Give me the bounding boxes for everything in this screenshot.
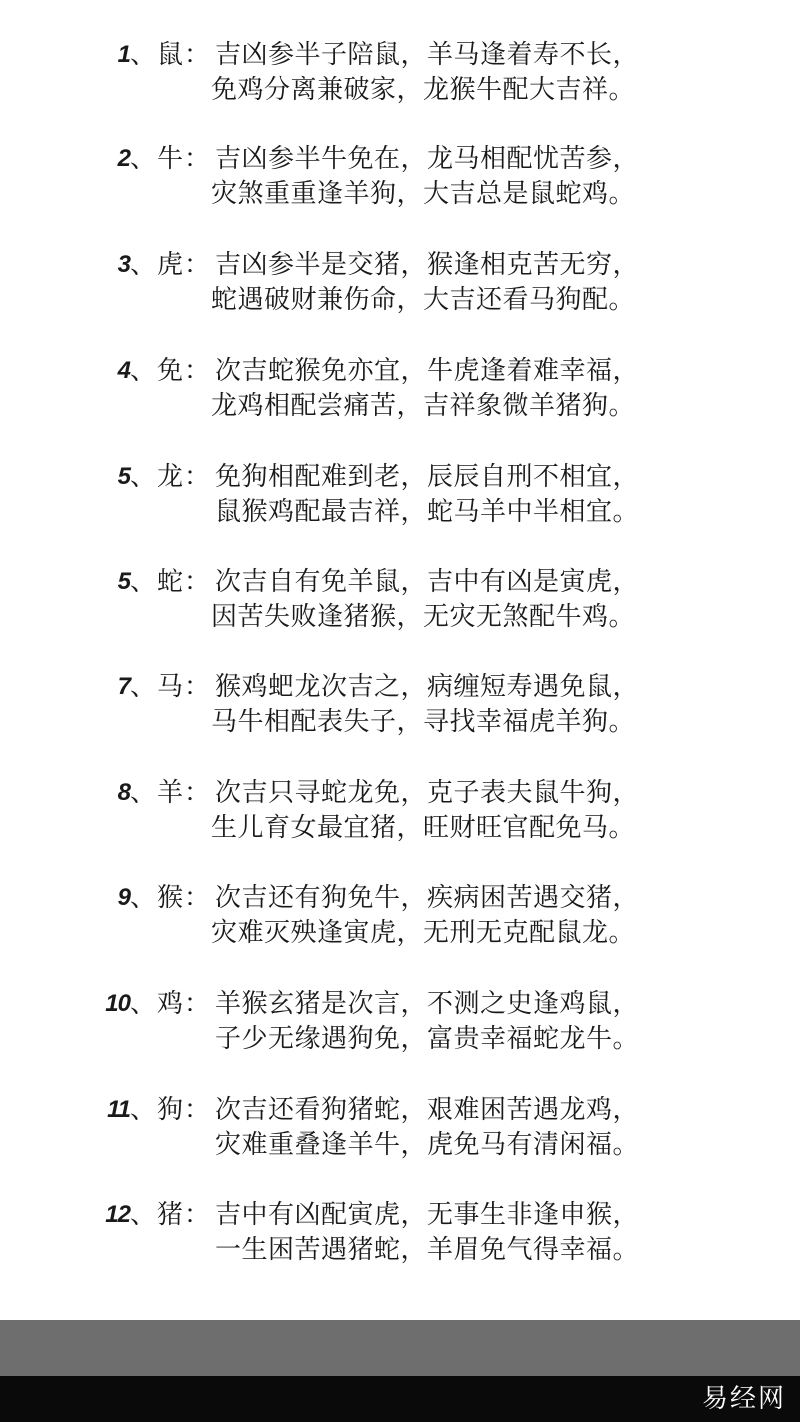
- entry-8: [0, 771, 800, 851]
- verse-line-2: 蛇遇破财兼伤命，大吉还看马狗配。: [211, 285, 636, 315]
- entry-number: 5: [117, 568, 130, 595]
- entry-separator: 、: [130, 144, 157, 174]
- entry-colon: ：: [184, 250, 211, 280]
- zodiac-animal: 虎: [157, 250, 184, 280]
- verse-line-2: 灾煞重重逢羊狗，大吉总是鼠蛇鸡。: [211, 179, 636, 209]
- entry-number: 1: [117, 41, 130, 68]
- verse-line-1: 吉凶参半牛免在，龙马相配忧苦参，: [215, 144, 640, 174]
- entry-11: [0, 1088, 800, 1168]
- zodiac-animal: 鼠: [157, 40, 184, 70]
- entry-colon: ：: [184, 144, 211, 174]
- zodiac-animal: 龙: [157, 462, 184, 492]
- entry-separator: 、: [130, 883, 157, 913]
- entry-number: 11: [107, 1096, 130, 1123]
- verse-line-2: 灾难灭殃逢寅虎，无刑无克配鼠龙。: [211, 918, 636, 948]
- zodiac-animal: 蛇: [157, 567, 184, 597]
- verse-line-1: 免狗相配难到老，辰辰自刑不相宜，: [215, 462, 640, 492]
- entry-separator: 、: [130, 778, 157, 808]
- entry-number: 10: [105, 990, 130, 1017]
- verse-line-2: 因苦失败逢猪猴，无灾无煞配牛鸡。: [211, 602, 636, 632]
- verse-line-1: 吉中有凶配寅虎，无事生非逢申猴，: [215, 1200, 640, 1230]
- entry-12: [0, 1193, 800, 1273]
- entry-separator: 、: [130, 356, 157, 386]
- verse-line-2: 一生困苦遇猪蛇，羊眉免气得幸福。: [215, 1235, 640, 1265]
- verse-line-2: 免鸡分离兼破家，龙猴牛配大吉祥。: [211, 75, 636, 105]
- zodiac-animal: 猴: [157, 883, 184, 913]
- entry-7: [0, 665, 800, 745]
- entry-4: [0, 349, 800, 429]
- entry-5: [0, 455, 800, 535]
- entry-colon: ：: [184, 356, 211, 386]
- entry-colon: ：: [184, 778, 211, 808]
- zodiac-animal: 马: [157, 672, 184, 702]
- verse-line-1: 次吉只寻蛇龙免，克子表夫鼠牛狗，: [215, 778, 640, 808]
- entry-colon: ：: [184, 1200, 211, 1230]
- zodiac-animal: 免: [157, 356, 184, 386]
- entry-colon: ：: [184, 672, 211, 702]
- entry-1: [0, 33, 800, 113]
- entry-separator: 、: [130, 672, 157, 702]
- verse-line-2: 马牛相配表失子，寻找幸福虎羊狗。: [211, 707, 636, 737]
- entry-number: 4: [117, 357, 130, 384]
- entry-number: 9: [117, 884, 130, 911]
- entry-3: [0, 243, 800, 323]
- entry-colon: ：: [184, 567, 211, 597]
- verse-line-1: 羊猴玄猪是次言，不测之史逢鸡鼠，: [215, 989, 640, 1019]
- entry-separator: 、: [130, 462, 157, 492]
- verse-line-1: 次吉蛇猴免亦宜，牛虎逢着难幸福，: [215, 356, 640, 386]
- entry-2: [0, 137, 800, 217]
- entry-colon: ：: [184, 989, 211, 1019]
- entry-separator: 、: [130, 1095, 157, 1125]
- entry-number: 12: [105, 1201, 130, 1228]
- zodiac-animal: 猪: [157, 1200, 184, 1230]
- verse-line-1: 猴鸡蚆龙次吉之，病缠短寿遇免鼠，: [215, 672, 640, 702]
- site-watermark: 易经网: [701, 1384, 786, 1414]
- zodiac-animal: 牛: [157, 144, 184, 174]
- verse-line-1: 吉凶参半子陪鼠，羊马逢着寿不长，: [215, 40, 640, 70]
- entry-separator: 、: [130, 1200, 157, 1230]
- entry-colon: ：: [184, 1095, 211, 1125]
- entry-separator: 、: [130, 989, 157, 1019]
- entry-colon: ：: [184, 883, 211, 913]
- verse-line-2: 鼠猴鸡配最吉祥，蛇马羊中半相宜。: [215, 497, 640, 527]
- verse-line-2: 灾难重叠逢羊牛，虎免马有清闲福。: [215, 1130, 640, 1160]
- verse-line-2: 生儿育女最宜猪，旺财旺官配免马。: [211, 813, 636, 843]
- entry-number: 8: [117, 779, 130, 806]
- entry-number: 5: [117, 463, 130, 490]
- entry-10: [0, 982, 800, 1062]
- entry-number: 2: [117, 145, 130, 172]
- verse-line-1: 次吉还有狗免牛，疾病困苦遇交猪，: [215, 883, 640, 913]
- bottom-black-band: [0, 1376, 800, 1422]
- verse-line-2: 子少无缘遇狗免，富贵幸福蛇龙牛。: [215, 1024, 640, 1054]
- entry-6: [0, 560, 800, 640]
- entry-separator: 、: [130, 567, 157, 597]
- entry-number: 3: [117, 251, 130, 278]
- verse-line-1: 次吉自有免羊鼠，吉中有凶是寅虎，: [215, 567, 640, 597]
- entry-colon: ：: [184, 462, 211, 492]
- entry-colon: ：: [184, 40, 211, 70]
- entry-number: 7: [117, 673, 130, 700]
- footer-gray-band: [0, 1320, 800, 1376]
- entry-separator: 、: [130, 250, 157, 280]
- verse-line-1: 吉凶参半是交猪，猴逢相克苦无穷，: [215, 250, 640, 280]
- zodiac-animal: 羊: [157, 778, 184, 808]
- zodiac-animal: 鸡: [157, 989, 184, 1019]
- zodiac-animal: 狗: [157, 1095, 184, 1125]
- entry-9: [0, 876, 800, 956]
- entry-separator: 、: [130, 40, 157, 70]
- verse-line-2: 龙鸡相配尝痛苦，吉祥象微羊猪狗。: [211, 391, 636, 421]
- verse-line-1: 次吉还看狗猪蛇，艰难困苦遇龙鸡，: [215, 1095, 640, 1125]
